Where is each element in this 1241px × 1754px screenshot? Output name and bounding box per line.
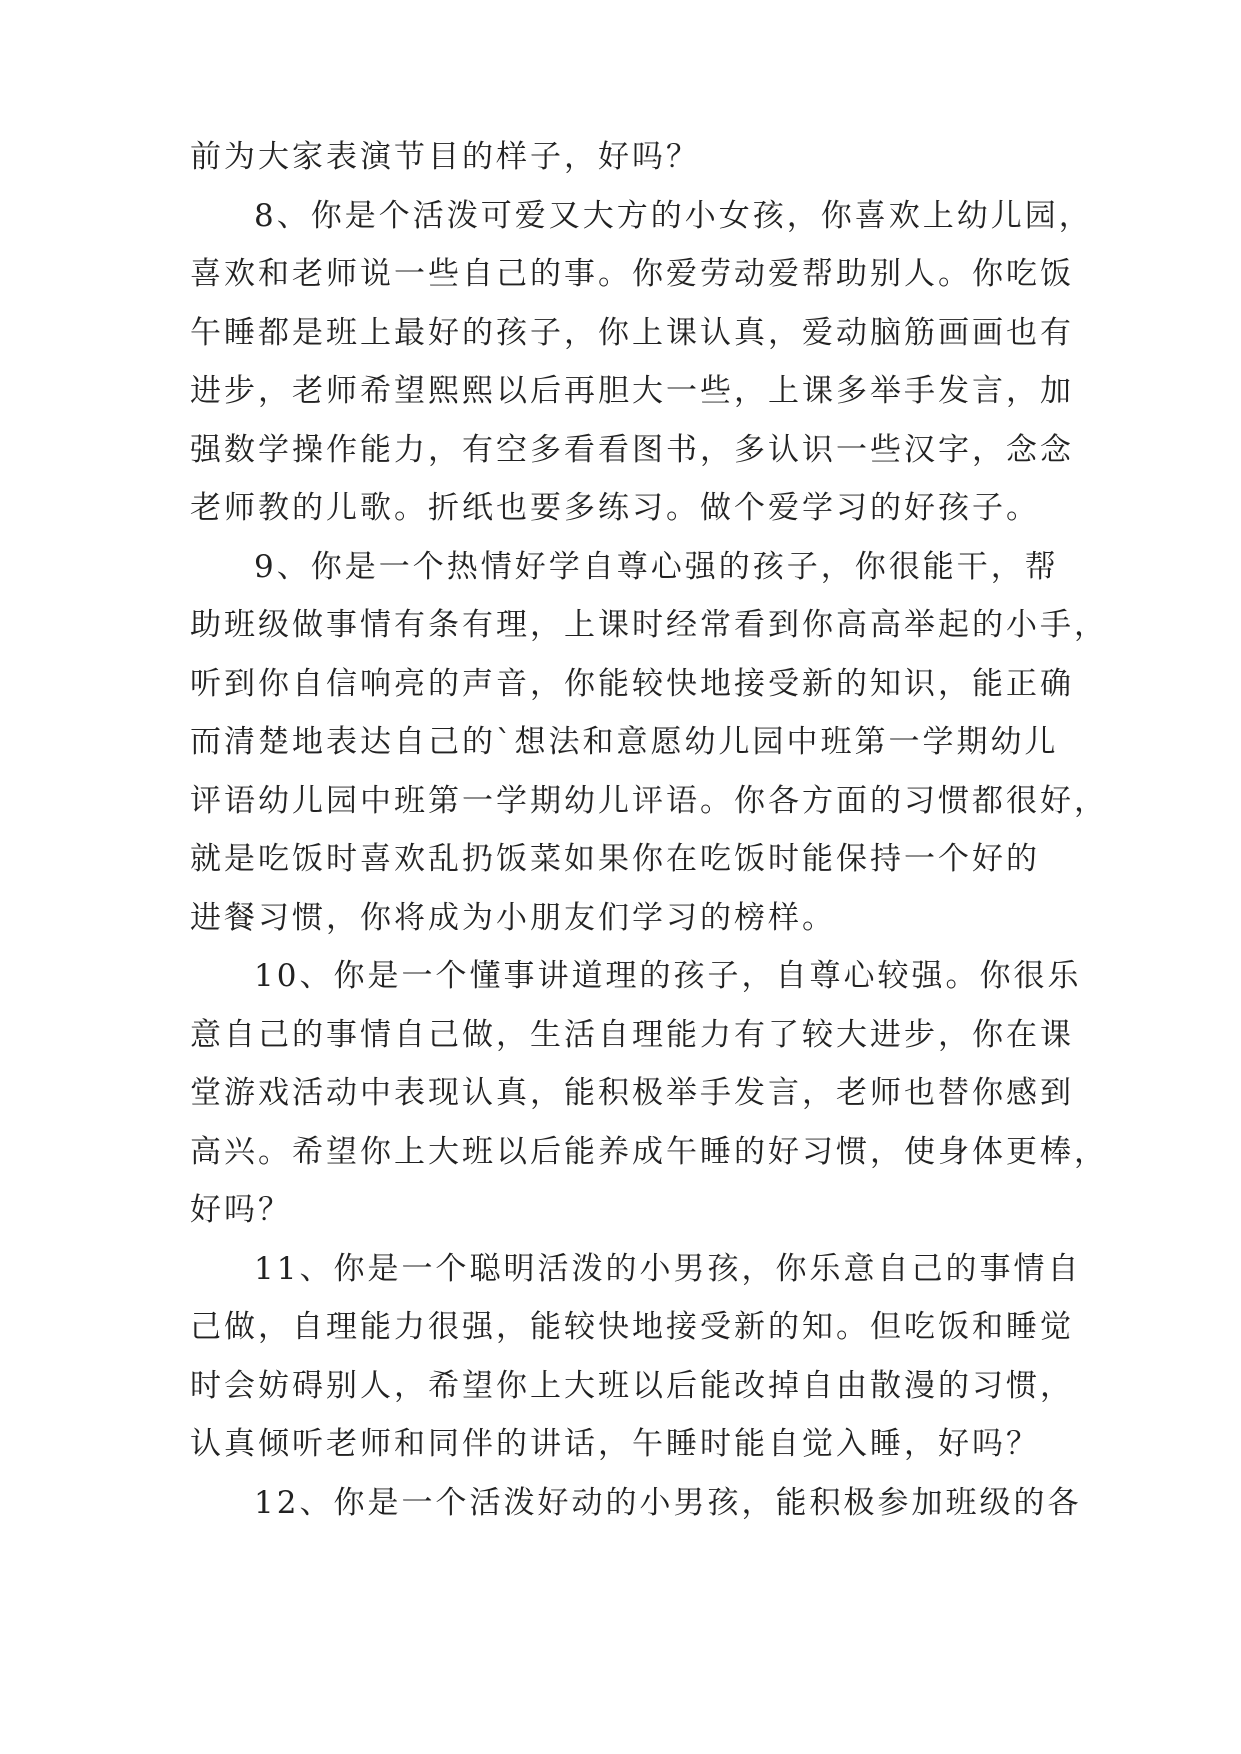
text-line: 前为大家表演节目的样子，好吗？ (190, 139, 700, 175)
document-body (190, 128, 1108, 1532)
paragraph-11-line: 11、你是一个聪明活泼的小男孩，你乐意自己的事情自 (254, 1250, 1082, 1287)
text-line: 好吗？ (190, 1192, 292, 1228)
text-line: 评语幼儿园中班第一学期幼儿评语。你各方面的习惯都很好， (190, 782, 1108, 819)
text-line: 意自己的事情自己做，生活自理能力有了较大进步，你在课 (190, 1016, 1074, 1053)
text-line: 认真倾听老师和同伴的讲话，午睡时能自觉入睡，好吗？ (190, 1426, 1040, 1462)
text-line: 进步，老师希望熙熙以后再胆大一些，上课多举手发言，加 (190, 373, 1074, 409)
text-line: 助班级做事情有条有理，上课时经常看到你高高举起的小手， (190, 607, 1108, 643)
paragraph-12-line: 12、你是一个活泼好动的小男孩，能积极参加班级的各 (254, 1484, 1082, 1521)
text-line: 堂游戏活动中表现认真，能积极举手发言，老师也替你感到 (190, 1075, 1074, 1111)
text-line: 听到你自信响亮的声音，你能较快地接受新的知识，能正确 (190, 665, 1074, 702)
paragraph-9-line: 9、你是一个热情好学自尊心强的孩子，你很能干，帮 (254, 548, 1059, 585)
paragraph-10-line: 10、你是一个懂事讲道理的孩子，自尊心较强。你很乐 (254, 958, 1082, 994)
paragraph-8-line: 8、你是个活泼可爱又大方的小女孩，你喜欢上幼儿园， (254, 197, 1093, 234)
text-line: 高兴。希望你上大班以后能养成午睡的好习惯，使身体更棒， (190, 1133, 1108, 1170)
text-line: 午睡都是班上最好的孩子，你上课认真，爱动脑筋画画也有 (190, 314, 1074, 351)
text-line: 强数学操作能力，有空多看看图书，多认识一些汉字，念念 (190, 431, 1074, 468)
text-line: 己做，自理能力很强，能较快地接受新的知。但吃饭和睡觉 (190, 1309, 1074, 1345)
text-line: 喜欢和老师说一些自己的事。你爱劳动爱帮助别人。你吃饭 (190, 256, 1074, 292)
text-line: 就是吃饭时喜欢乱扔饭菜如果你在吃饭时能保持一个好的 (190, 841, 1040, 877)
text-line: 时会妨碍别人，希望你上大班以后能改掉自由散漫的习惯， (190, 1367, 1074, 1404)
text-line: 进餐习惯，你将成为小朋友们学习的榜样。 (190, 899, 836, 936)
text-line: 老师教的儿歌。折纸也要多练习。做个爱学习的好孩子。 (190, 490, 1040, 526)
text-line: 而清楚地表达自己的`想法和意愿幼儿园中班第一学期幼儿 (190, 724, 1059, 760)
